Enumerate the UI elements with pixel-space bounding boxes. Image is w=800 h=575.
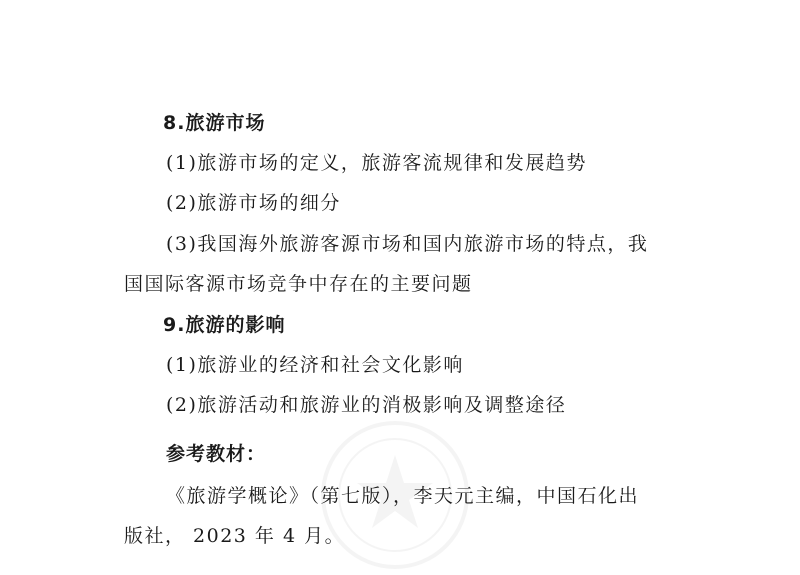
- section-9-item-1: (1)旅游业的经济和社会文化影响: [166, 354, 464, 376]
- section-9-item-2: (2)旅游活动和旅游业的消极影响及调整途径: [166, 394, 567, 416]
- section-8-item-3-continued: 国国际客源市场竞争中存在的主要问题: [124, 273, 473, 295]
- reference-line-2: 版社， 2023 年 4 月。: [124, 525, 346, 547]
- section-8-heading: 8.旅游市场: [163, 112, 266, 134]
- section-8-item-2: (2)旅游市场的细分: [166, 192, 341, 214]
- references-heading: 参考教材：: [166, 443, 267, 465]
- section-9-heading: 9.旅游的影响: [163, 314, 286, 336]
- section-8-item-3: (3)我国海外旅游客源市场和国内旅游市场的特点，我: [166, 233, 649, 255]
- section-8-item-1: (1)旅游市场的定义，旅游客流规律和发展趋势: [166, 152, 587, 174]
- reference-line-1: 《旅游学概论》（第七版），李天元主编，中国石化出: [166, 485, 640, 507]
